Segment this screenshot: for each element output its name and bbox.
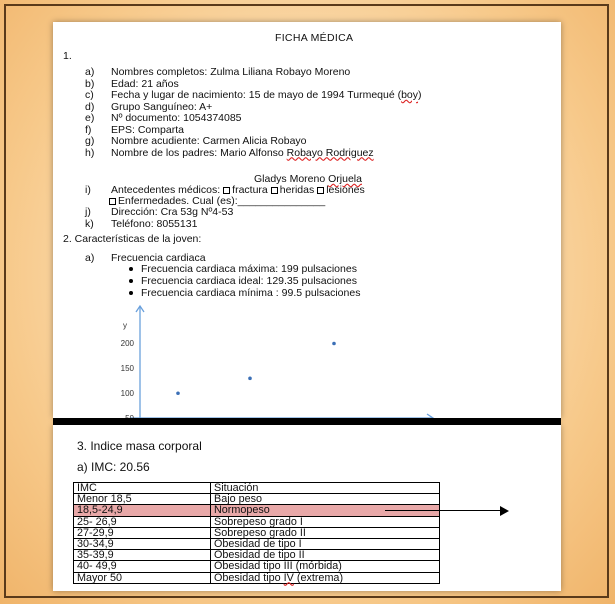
item-label: g) (85, 135, 95, 147)
arrow-line (385, 510, 503, 511)
bullet-icon (129, 267, 133, 271)
option-heridas: heridas (279, 184, 315, 196)
enfermedades-text: Enfermedades. Cual (es):_______________ (118, 195, 326, 207)
list-item (85, 135, 307, 147)
table-header-row (74, 483, 440, 494)
table-row (74, 539, 440, 550)
cell-text: Obesidad de tipo I (214, 538, 302, 551)
item-label: h) (85, 146, 95, 159)
table-cell-situacion (211, 539, 440, 550)
list-item (85, 124, 184, 136)
table-cell-imc: 25- 26,9 (74, 516, 211, 527)
bullet-text: Frecuencia cardiaca mínima : 99.5 pulsaciones (141, 287, 361, 299)
item-label: k) (85, 217, 94, 230)
table-cell-imc: 35-39,9 (74, 550, 211, 561)
bmi-page (53, 425, 561, 591)
item-text: Fecha y lugar de nacimiento: 15 de mayo de 1994 Turmequé ( (111, 89, 402, 101)
bullet-text: Frecuencia cardiaca ideal: 129.35 pulsaciones (141, 275, 357, 287)
table-row (74, 494, 440, 505)
cell-text: Bajo peso (214, 493, 263, 506)
list-item (85, 147, 374, 159)
table-header-cell: IMC (74, 483, 211, 494)
medical-form-page (53, 22, 561, 418)
parent2-name: Gladys Moreno (254, 173, 329, 185)
y-tick-label: 100 (120, 389, 134, 398)
item-label: a) (85, 66, 95, 78)
table-cell-situacion (211, 572, 440, 583)
arrow-right-icon (500, 506, 509, 516)
table-row (74, 572, 440, 583)
table-cell-imc: 18,5-24,9 (74, 505, 211, 516)
list-item (85, 66, 350, 78)
item-text: Nombre de los padres: Mario Alfonso (111, 146, 287, 159)
y-tick-label: 150 (120, 364, 134, 373)
cell-text: Sobrepeso grado I (214, 515, 303, 528)
list-item (85, 78, 179, 90)
list-item (85, 112, 242, 124)
data-point (248, 377, 252, 381)
section2-heading: 2. Características de la joven: (63, 233, 202, 245)
section3-heading: 3. Indice masa corporal (77, 439, 202, 453)
antecedentes-text: Antecedentes médicos: (111, 184, 221, 196)
table-header-cell: Situación (211, 483, 440, 494)
item-label: a) (85, 252, 95, 264)
checkbox-lesiones[interactable] (317, 187, 324, 194)
cell-text: Normopeso (214, 504, 270, 517)
item-label: e) (85, 112, 95, 124)
checkbox-enfermedades[interactable] (109, 198, 116, 205)
table-cell-imc: Menor 18,5 (74, 494, 211, 505)
item-text: EPS: Comparta (111, 123, 184, 136)
table-cell-situacion (211, 494, 440, 505)
option-fractura: fractura (232, 184, 268, 196)
item-label: f) (85, 123, 92, 136)
item-text: Dirección: Cra 53g Nº4-53 (111, 206, 234, 218)
y-axis-label: y (123, 321, 127, 330)
table-cell-imc: 40- 49,9 (74, 561, 211, 572)
cell-text: Sobrepeso grado II (214, 526, 306, 539)
section1-number: 1. (63, 50, 72, 62)
y-tick-label: 200 (120, 339, 134, 348)
table-cell-situacion (211, 550, 440, 561)
list-item (85, 101, 212, 113)
item-text: Nº documento: 1054374085 (111, 112, 242, 124)
data-point (332, 342, 336, 346)
item-label: c) (85, 89, 94, 101)
bmi-table (73, 482, 440, 584)
table-row (74, 516, 440, 527)
table-cell-situacion (211, 516, 440, 527)
item-label: d) (85, 100, 95, 113)
item-label: i) (85, 184, 91, 196)
checkbox-heridas[interactable] (271, 187, 278, 194)
data-point (176, 391, 180, 395)
table-row (74, 527, 440, 538)
table-cell-imc: 27-29,9 (74, 527, 211, 538)
item-label: j) (85, 206, 91, 218)
list-item (85, 89, 422, 101)
table-cell-situacion (211, 527, 440, 538)
bullet-item (129, 263, 357, 275)
frecuencia-text: Frecuencia cardiaca (111, 252, 206, 264)
bullet-text: Frecuencia cardiaca máxima: 199 pulsaciones (141, 263, 357, 275)
cell-text: Obesidad tipo (214, 571, 284, 584)
item-text-flagged: boy (401, 89, 419, 101)
bullet-icon (129, 279, 133, 283)
table-cell-situacion (211, 561, 440, 572)
item-label: b) (85, 77, 95, 90)
page-title: FICHA MÉDICA (275, 32, 354, 44)
item-text: Teléfono: 8055131 (111, 217, 198, 230)
cell-text: Obesidad de tipo II (214, 549, 305, 562)
option-lesiones: lesiones (326, 184, 365, 196)
parent2-surname: Orjuela (328, 173, 362, 185)
page-divider (53, 418, 561, 425)
item-text-flagged: Robayo Rodriguez (286, 146, 374, 159)
heart-rate-chart (53, 292, 561, 418)
table-row (74, 561, 440, 572)
item-text: Nombres completos: Zulma Liliana Robayo Moreno (111, 66, 351, 78)
list-item (85, 206, 233, 218)
table-cell-imc: Mayor 50 (74, 572, 211, 583)
table-row (74, 550, 440, 561)
item-text: Grupo Sanguíneo: A+ (111, 100, 213, 113)
cell-text: (extrema) (293, 571, 344, 584)
table-cell-imc: 30-34,9 (74, 539, 211, 550)
item-text: Nombre acudiente: Carmen Alicia Robayo (111, 135, 307, 147)
cell-text: Obesidad tipo III (mórbida) (214, 560, 342, 573)
cell-text: IV (283, 571, 294, 584)
item-text: Edad: 21 años (111, 77, 179, 90)
imc-value: a) IMC: 20.56 (77, 460, 150, 474)
item-text-end: ) (418, 89, 422, 101)
list-item (85, 218, 197, 230)
checkbox-fractura[interactable] (223, 187, 230, 194)
bullet-item (129, 275, 357, 287)
